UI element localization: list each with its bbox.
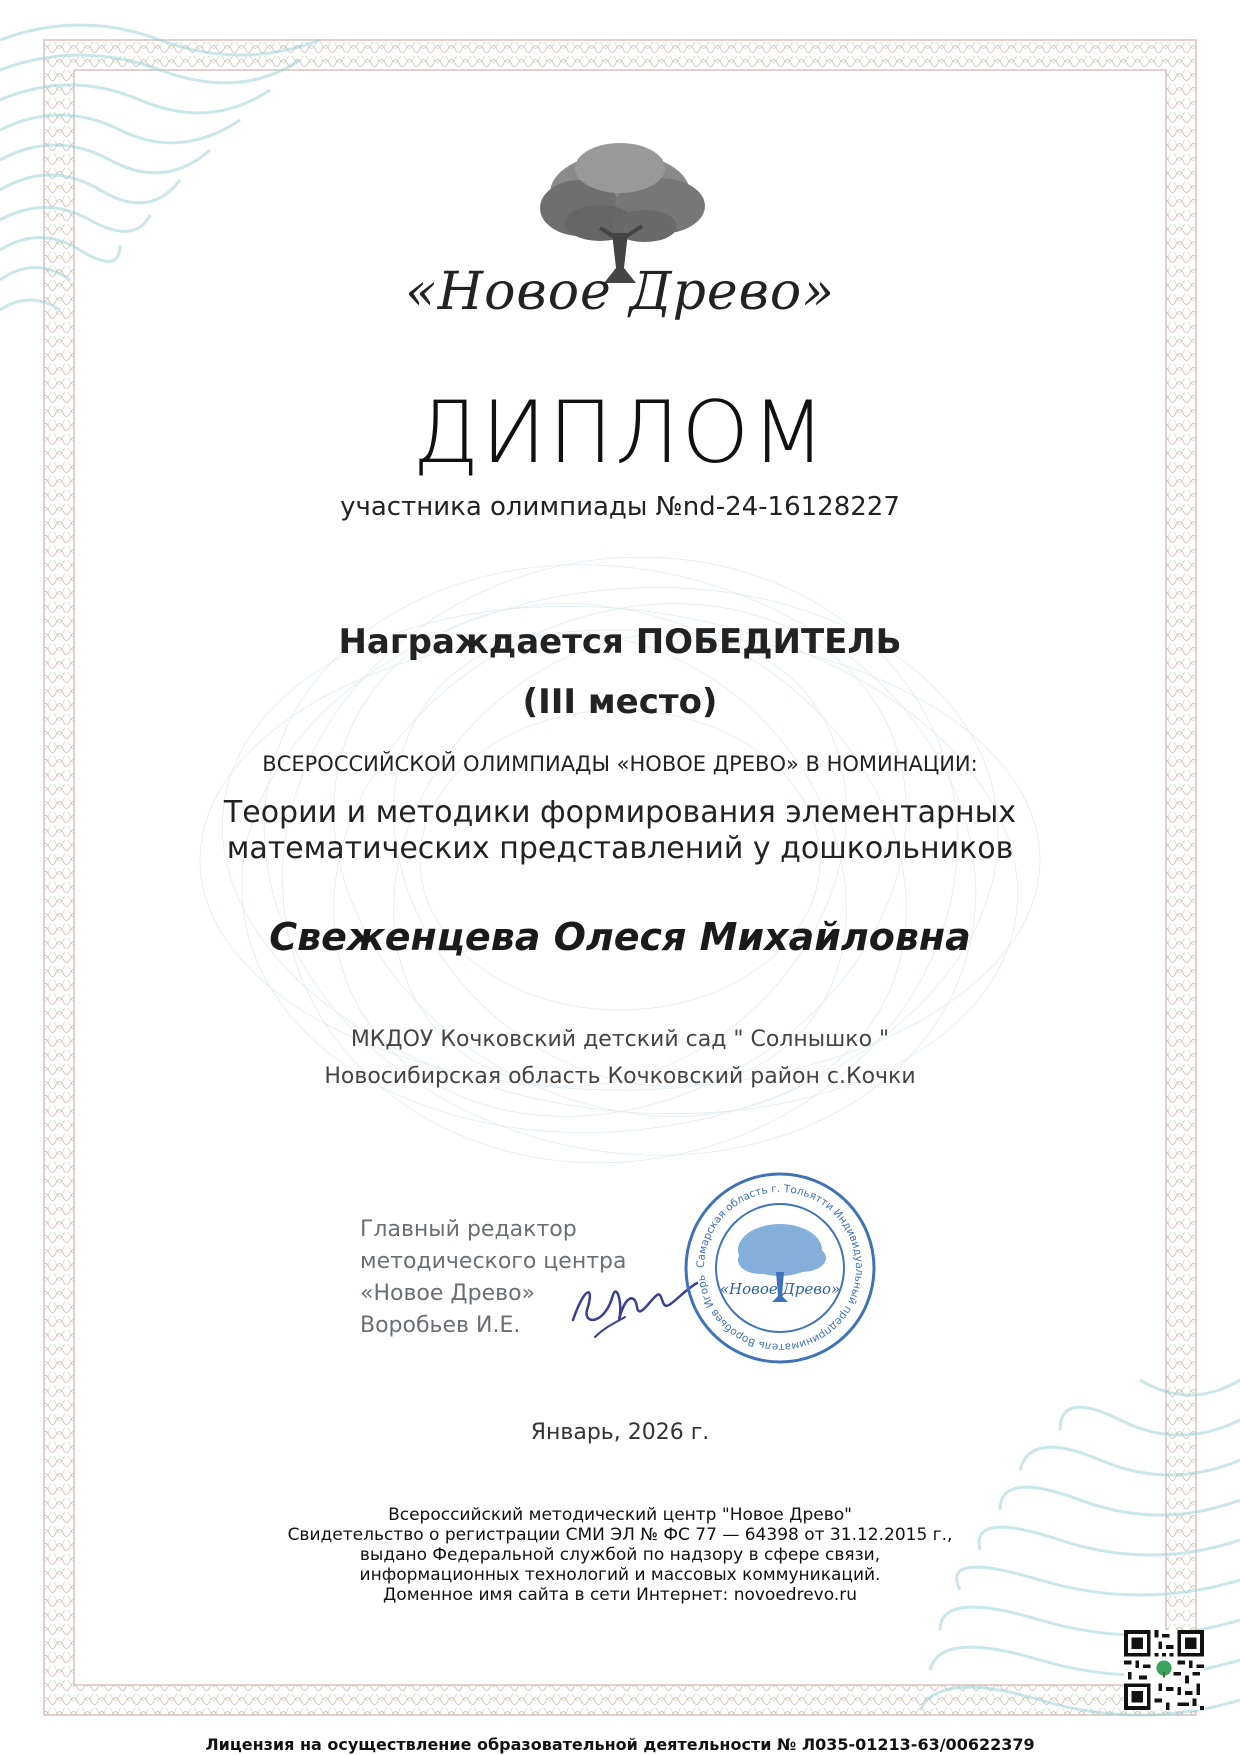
award-place: (III место) [522,682,718,722]
footer-info [0,1505,1240,1605]
footer-line-3: выдано Федеральной службой по надзору в сфере связи, [359,1545,881,1565]
stamp-center-text: «Новое Древо» [719,1280,841,1298]
award-line: Награждается ПОБЕДИТЕЛЬ [338,622,902,662]
editor-line-4: Воробьев И.Е. [360,1313,521,1338]
document-subtitle: участника олимпиады №nd-24-16128227 [340,492,900,522]
footer-line-1: Всероссийский методический центр "Новое Древо" [388,1505,852,1525]
footer-line-5: Доменное имя сайта в сети Интернет: novoedrevo.ru [383,1585,857,1605]
stamp-seal [680,1168,880,1368]
editor-line-1: Главный редактор [360,1217,577,1242]
recipient-org: МКДОУ Кочковский детский сад " Солнышко " [350,1027,890,1052]
issue-date: Январь, 2026 г. [530,1420,710,1445]
license-line: Лицензия на осуществление образовательной деятельности № Л035-01213-63/00622379 [205,1735,1035,1754]
editor-line-3: «Новое Древо» [360,1281,535,1306]
qr-code-icon[interactable] [1124,1630,1204,1710]
logo-text: «Новое Древо» [404,262,836,322]
nomination-intro: ВСЕРОССИЙСКОЙ ОЛИМПИАДЫ «НОВОЕ ДРЕВО» В НОМИНАЦИИ: [262,752,978,776]
editor-line-2: методического центра [360,1249,627,1274]
footer-line-2: Свидетельство о регистрации СМИ ЭЛ № ФС 77 — 64398 от 31.12.2015 г., [287,1525,953,1545]
document-title: ДИПЛОМ [412,383,828,483]
nomination-line-2: математических представлений у дошкольников [226,831,1014,866]
recipient-name: Свеженцева Олеся Михайловна [269,915,971,959]
nomination-line-1: Теории и методики формирования элементарных [223,795,1017,830]
footer-line-4: информационных технологий и массовых коммуникаций. [359,1565,881,1585]
recipient-region: Новосибирская область Кочковский район с.Кочки [324,1064,916,1089]
stamp-ring-text: Самарская область г. Тольятти Индивидуальный предприниматель Воробьев Игорь [694,1182,866,1354]
